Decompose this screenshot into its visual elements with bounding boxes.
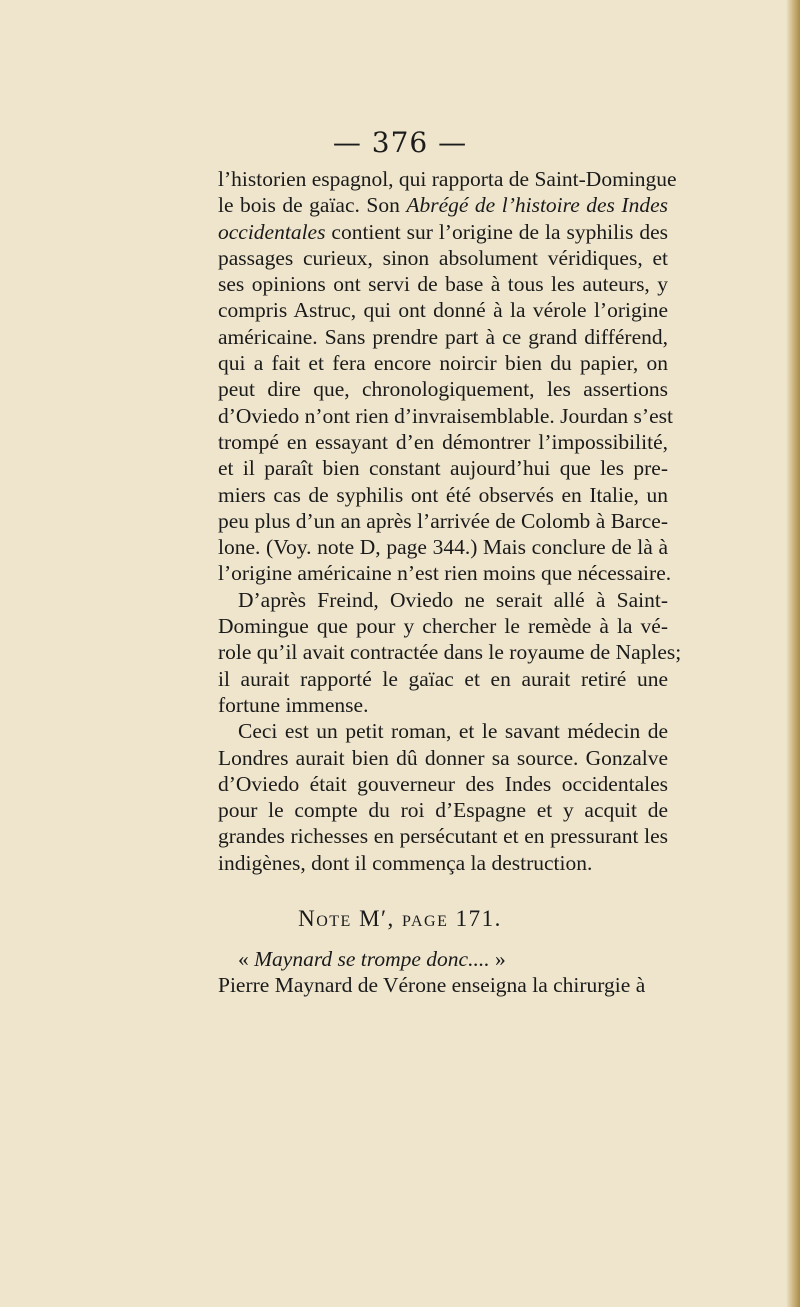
text-line: ses opinions ont servi de base à tous les auteurs, y (218, 272, 668, 297)
text-line: et il paraît bien constant aujourd’hui que les pre- (218, 456, 668, 481)
text-line: D’après Freind, Oviedo ne serait allé à Saint- (238, 587, 668, 612)
note-text (218, 946, 668, 999)
text-line: indigènes, dont il commença la destruction. (218, 850, 593, 875)
note-heading: Note M′, page 171. (298, 906, 502, 931)
text-line: trompé en essayant d’en démontrer l’impossibilité, (218, 429, 668, 454)
text-line: compris Astruc, qui ont donné à la vérole l’origine (218, 298, 668, 323)
text-line: passages curieux, sinon absolument véridiques, et (218, 245, 668, 270)
text-line: role qu’il avait contractée dans le royaume de Naples; (218, 640, 682, 665)
text-line: le bois de gaïac. Son Abrégé de l’histoire des Indes (218, 193, 668, 218)
book-title-italic-cont: occidentales (218, 219, 326, 244)
book-title-italic: Abrégé de l’histoire des Indes (406, 193, 668, 218)
text-line: d’Oviedo était gouverneur des Indes occidentales (218, 771, 668, 796)
text-line: Ceci est un petit roman, et le savant médecin de (238, 719, 668, 744)
text-line: pour le compte du roi d’Espagne et y acquit de (218, 798, 668, 823)
text-line: l’origine américaine n’est rien moins que nécessaire. (218, 561, 672, 586)
body-text (218, 166, 682, 876)
quote-line: « Maynard se trompe donc.... » (238, 947, 506, 971)
text-line: Londres aurait bien dû donner sa source. Gonzalve (218, 745, 668, 770)
text-line: fortune immense. (218, 692, 369, 717)
text-line: grandes richesses en persécutant et en pressurant les (218, 824, 668, 849)
text-line: peut dire que, chronologiquement, les assertions (218, 377, 668, 402)
text-line: d’Oviedo n’ont rien d’invraisemblable. Jourdan s’est (218, 403, 673, 428)
text-line: Domingue que pour y chercher le remède à la vé- (218, 614, 668, 639)
text-line: occidentales contient sur l’origine de la syphilis des (218, 219, 668, 244)
text-line: qui a fait et fera encore noircir bien du papier, on (218, 351, 668, 376)
text-line: peu plus d’un an après l’arrivée de Colomb à Barce- (218, 508, 668, 533)
quote-italic: Maynard se trompe donc.... (254, 947, 490, 971)
text-line: lone. (Voy. note D, page 344.) Mais conclure de là à (218, 535, 668, 560)
text-line: américaine. Sans prendre part à ce grand différend, (218, 324, 668, 349)
text-line: il aurait rapporté le gaïac et en aurait retiré une (218, 666, 668, 691)
text-line: Pierre Maynard de Vérone enseigna la chirurgie à (218, 973, 646, 998)
text-line: miers cas de syphilis ont été observés en Italie, un (218, 482, 668, 507)
page-edge-shadow (786, 0, 800, 1307)
page-number: — 376 — (332, 126, 468, 159)
text-line: l’historien espagnol, qui rapporta de Saint-Domingue (218, 167, 677, 191)
